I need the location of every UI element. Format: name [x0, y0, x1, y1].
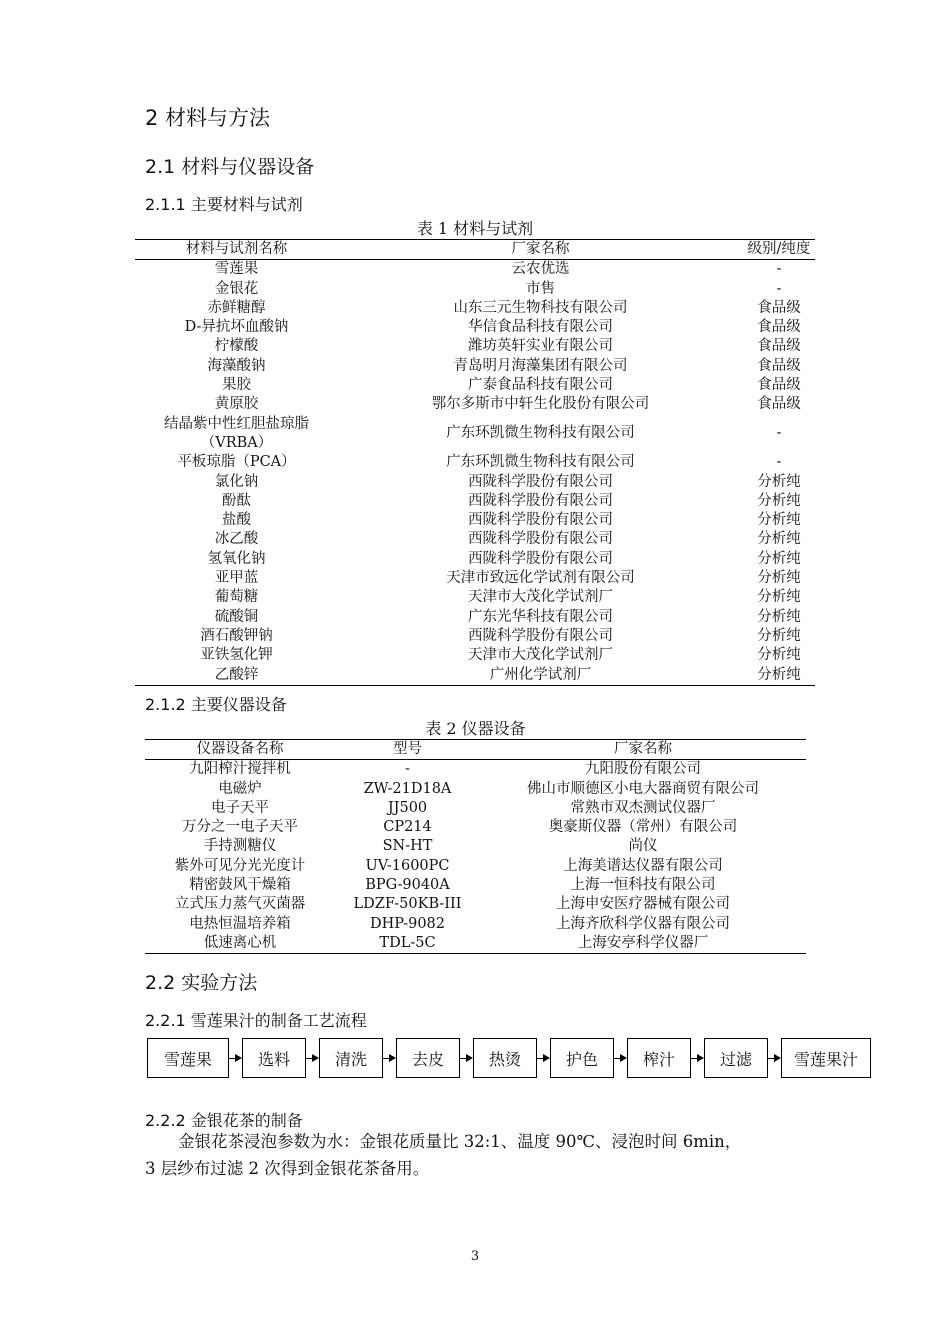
table1-caption: 表 1 材料与试剂	[416, 219, 534, 238]
table-cell: 酒石酸钾钠	[200, 627, 273, 644]
table-cell: 酚酞	[222, 492, 251, 509]
table-cell: 赤鲜糖醇	[207, 299, 266, 316]
table-cell: 西陇科学股份有限公司	[468, 512, 613, 529]
table-row	[145, 818, 806, 837]
table-cell: 食品级	[757, 319, 801, 336]
table-cell: 常熟市双杰测试仪器厂	[570, 799, 716, 816]
table-cell: JJ500	[387, 799, 428, 816]
table-cell: 上海申安医疗器械有限公司	[556, 896, 730, 913]
table-cell: 广东环凯微生物科技有限公司	[446, 425, 635, 442]
table-cell: DHP-9082	[369, 915, 446, 932]
table-cell: 食品级	[757, 396, 801, 413]
table-cell: LDZF-50KB-III	[353, 896, 462, 913]
table-cell: 食品级	[757, 357, 801, 374]
table-cell: 分析纯	[757, 492, 801, 509]
table-cell: 市售	[526, 280, 555, 297]
flow-step-box: 过滤	[704, 1038, 768, 1078]
table-row	[145, 934, 806, 954]
table-cell: 山东三元生物科技有限公司	[453, 299, 628, 316]
table-cell: 西陇科学股份有限公司	[468, 531, 613, 548]
table-row	[135, 492, 815, 511]
table-row	[145, 799, 806, 818]
table-cell: 上海齐欣科学仪器有限公司	[556, 915, 730, 932]
table-row	[135, 627, 815, 646]
table-cell: -	[776, 280, 782, 297]
table-cell: 西陇科学股份有限公司	[468, 473, 613, 490]
flow-step-box: 去皮	[396, 1038, 460, 1078]
flow-arrow-icon	[460, 1038, 473, 1078]
table-row	[135, 318, 815, 337]
table-cell: 分析纯	[757, 589, 801, 606]
table-cell: 广东光华科技有限公司	[468, 608, 613, 625]
process-flow-diagram	[147, 1036, 871, 1080]
table-cell: 青岛明月海藻集团有限公司	[453, 357, 628, 374]
flow-arrow-icon	[614, 1038, 627, 1078]
instruments-table	[145, 739, 806, 954]
table-row	[145, 857, 806, 876]
flow-arrow-icon	[691, 1038, 704, 1078]
method-paragraph	[145, 1128, 805, 1182]
table-cell: 广东环凯微生物科技有限公司	[446, 454, 635, 471]
flow-arrow-icon	[306, 1038, 319, 1078]
table-row	[145, 876, 806, 895]
column-header: 型号	[335, 740, 480, 760]
table-cell: TDL-5C	[379, 934, 436, 951]
table-header-row	[135, 240, 815, 260]
table-cell: 西陇科学股份有限公司	[468, 627, 613, 644]
table-cell: 结晶紫中性红胆盐琼脂（VRBA）	[164, 415, 309, 451]
column-header: 厂家名称	[480, 740, 806, 760]
table-row	[135, 511, 815, 530]
table-row	[145, 837, 806, 856]
table-cell: 电热恒温培养箱	[189, 915, 291, 932]
table-cell: 氯化钠	[214, 473, 259, 490]
table-cell: 分析纯	[757, 570, 801, 587]
table-cell: 亚甲蓝	[214, 570, 259, 587]
table-cell: 葡萄糖	[214, 589, 259, 606]
table-cell: 盐酸	[222, 512, 251, 529]
table-cell: 冰乙酸	[214, 531, 259, 548]
table-cell: 食品级	[757, 377, 801, 394]
heading-section-2-2-2: 2.2.2 金银花茶的制备	[145, 1111, 303, 1130]
table-cell: 分析纯	[757, 608, 801, 625]
page-number: 3	[470, 1249, 480, 1264]
table-cell: 黄原胶	[214, 396, 259, 413]
table-cell: 紫外可见分光光度计	[174, 857, 306, 874]
flow-arrow-icon	[229, 1038, 242, 1078]
table-cell: 九阳榨汁搅拌机	[189, 761, 291, 778]
table-cell: 天津市大茂化学试剂厂	[468, 589, 613, 606]
table-row	[135, 569, 815, 588]
table-row	[145, 915, 806, 934]
table-cell: 果胶	[222, 377, 251, 394]
table-cell: ZW-21D18A	[363, 780, 452, 797]
table-cell: 立式压力蒸气灭菌器	[174, 896, 306, 913]
table-row	[135, 666, 815, 686]
table-cell: 奥豪斯仪器（常州）有限公司	[548, 819, 738, 836]
table-row	[135, 376, 815, 395]
table-cell: 金银花	[214, 280, 259, 297]
table-cell: 低速离心机	[203, 934, 277, 951]
table-cell: 分析纯	[757, 512, 801, 529]
table-row	[135, 299, 815, 318]
table-row	[135, 530, 815, 549]
table-cell: 分析纯	[757, 627, 801, 644]
flow-step-box: 清洗	[319, 1038, 383, 1078]
table-cell: 西陇科学股份有限公司	[468, 550, 613, 567]
column-header: 仪器设备名称	[145, 740, 335, 760]
heading-section-2: 2 材料与方法	[145, 106, 271, 130]
table-cell: 电磁炉	[218, 780, 262, 797]
table-cell: 乙酸锌	[214, 666, 259, 683]
table-cell: D-异抗坏血酸钠	[184, 319, 289, 336]
table-cell: 海藻酸钠	[207, 357, 266, 374]
table-row	[145, 895, 806, 914]
materials-table	[135, 239, 815, 686]
flow-step-box: 热烫	[473, 1038, 537, 1078]
table-row	[135, 473, 815, 492]
table-cell: 平板琼脂（PCA）	[177, 454, 296, 471]
table-cell: 分析纯	[757, 647, 801, 664]
flow-arrow-icon	[537, 1038, 550, 1078]
table-row	[135, 453, 815, 472]
flow-step-box: 榨汁	[627, 1038, 691, 1078]
table-header-row	[145, 740, 806, 760]
table-row	[135, 550, 815, 569]
table-row	[135, 588, 815, 607]
heading-section-2-2: 2.2 实验方法	[145, 972, 258, 994]
flow-step-box: 护色	[550, 1038, 614, 1078]
flow-step-box: 选料	[242, 1038, 306, 1078]
table-cell: 食品级	[757, 299, 801, 316]
table-row	[145, 780, 806, 799]
table-cell: 广州化学试剂厂	[489, 666, 592, 683]
table-row	[135, 280, 815, 299]
heading-section-2-1-1: 2.1.1 主要材料与试剂	[145, 195, 303, 214]
table-cell: 九阳股份有限公司	[585, 761, 701, 778]
flow-step-box: 雪莲果	[147, 1038, 229, 1078]
table-cell: -	[776, 425, 782, 442]
table-cell: -	[776, 261, 782, 278]
heading-section-2-1: 2.1 材料与仪器设备	[145, 156, 315, 178]
table-cell: 尚仪	[628, 838, 658, 855]
column-header: 级别/纯度	[743, 240, 815, 260]
table-cell: CP214	[383, 819, 432, 836]
table-cell: BPG-9040A	[365, 877, 450, 894]
table-row	[135, 337, 815, 356]
table-cell: 电子天平	[211, 799, 269, 816]
table-cell: 上海一恒科技有限公司	[570, 877, 716, 894]
table-row	[135, 260, 815, 280]
table-cell: 亚铁氢化钾	[200, 647, 273, 664]
table-cell: 分析纯	[757, 666, 801, 683]
table-cell: 华信食品科技有限公司	[468, 319, 613, 336]
table-cell: 云农优选	[511, 261, 570, 278]
table-row	[145, 760, 806, 780]
column-header: 材料与试剂名称	[135, 240, 338, 260]
table-cell: 西陇科学股份有限公司	[468, 492, 613, 509]
column-header: 厂家名称	[338, 240, 743, 260]
table-cell: 上海安亭科学仪器厂	[577, 934, 709, 951]
table-cell: 柠檬酸	[214, 338, 259, 355]
paragraph-line: 金银花茶浸泡参数为水：金银花质量比 32:1、温度 90℃、浸泡时间 6min，	[178, 1132, 742, 1151]
heading-section-2-1-2: 2.1.2 主要仪器设备	[145, 695, 287, 714]
table-row	[135, 357, 815, 376]
table2-caption: 表 2 仪器设备	[425, 719, 526, 738]
table-cell: -	[405, 761, 410, 778]
table-cell: 分析纯	[757, 473, 801, 490]
table-cell: 上海美谱达仪器有限公司	[563, 857, 723, 874]
table-cell: 氢氧化钠	[207, 550, 266, 567]
table-cell: 天津市大茂化学试剂厂	[468, 647, 613, 664]
table-cell: 食品级	[757, 338, 801, 355]
flow-step-box: 雪莲果汁	[781, 1038, 871, 1078]
table-cell: 手持测糖仪	[203, 838, 277, 855]
table-row	[135, 646, 815, 665]
table-cell: 佛山市顺德区小电大器商贸有限公司	[527, 780, 759, 797]
heading-section-2-2-1: 2.2.1 雪莲果汁的制备工艺流程	[145, 1011, 367, 1030]
table-cell: 硫酸铜	[214, 608, 259, 625]
table-row	[135, 395, 815, 414]
table-cell: 精密鼓风干燥箱	[189, 877, 291, 894]
table-cell: 鄂尔多斯市中轩生化股份有限公司	[431, 396, 650, 413]
table-cell: 潍坊英轩实业有限公司	[468, 338, 613, 355]
table-cell: 分析纯	[757, 531, 801, 548]
table-cell: UV-1600PC	[365, 857, 450, 874]
table-cell: 天津市致远化学试剂有限公司	[446, 570, 635, 587]
table-cell: -	[776, 454, 782, 471]
table-cell: SN-HT	[382, 838, 433, 855]
table-cell: 分析纯	[757, 550, 801, 567]
table-cell: 万分之一电子天平	[182, 819, 298, 836]
table-cell: 雪莲果	[214, 261, 259, 278]
table-row	[135, 608, 815, 627]
flow-arrow-icon	[383, 1038, 396, 1078]
table-cell: 广泰食品科技有限公司	[468, 377, 613, 394]
paragraph-line: 3 层纱布过滤 2 次得到金银花茶备用。	[145, 1159, 430, 1178]
table-row	[135, 415, 815, 454]
flow-arrow-icon	[768, 1038, 781, 1078]
